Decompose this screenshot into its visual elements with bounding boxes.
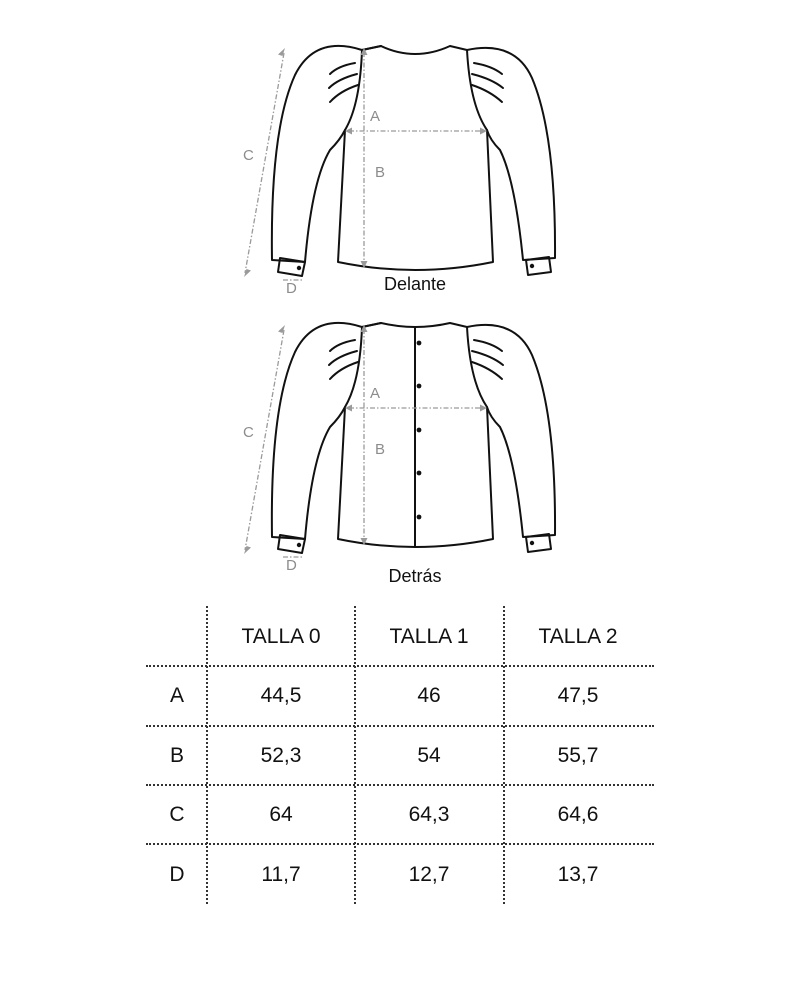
table-cell: 46 [417, 684, 441, 707]
table-cell: 55,7 [557, 744, 599, 767]
table-header-talla-2: TALLA 2 [538, 625, 618, 648]
table-row-divider [146, 843, 654, 845]
back-view-label: Detrás [388, 566, 442, 586]
table-cell: 64,3 [408, 803, 450, 826]
table-row-divider [146, 665, 654, 667]
table-row-label: C [169, 803, 185, 826]
front-measure-b-label: B [375, 164, 386, 181]
table-cell: 13,7 [557, 863, 599, 886]
table-cell: 12,7 [408, 863, 450, 886]
back-measure-a-label: A [370, 385, 381, 402]
front-measure-d-label: D [286, 280, 297, 297]
table-row-divider [146, 725, 654, 727]
table-header-talla-1: TALLA 1 [389, 625, 469, 648]
table-cell: 47,5 [557, 684, 599, 707]
table-cell: 54 [417, 744, 441, 767]
table-row-label: A [169, 684, 185, 707]
table-column-divider [206, 606, 208, 904]
front-measure-a-label: A [370, 108, 381, 125]
table-cell: 64 [269, 803, 293, 826]
table-row-divider [146, 784, 654, 786]
back-measure-c-label: C [243, 424, 254, 441]
back-measure-b-label: B [375, 441, 386, 458]
table-row-label: D [169, 863, 185, 886]
table-cell: 64,6 [557, 803, 599, 826]
table-cell: 44,5 [260, 684, 302, 707]
front-measure-c-label: C [243, 147, 254, 164]
table-column-divider [354, 606, 356, 904]
table-row-label: B [169, 744, 185, 767]
table-header-talla-0: TALLA 0 [241, 625, 321, 648]
table-cell: 52,3 [260, 744, 302, 767]
table-cell: 11,7 [261, 863, 301, 886]
front-view-label: Delante [383, 274, 447, 294]
table-column-divider [503, 606, 505, 904]
back-measure-d-label: D [286, 557, 297, 574]
